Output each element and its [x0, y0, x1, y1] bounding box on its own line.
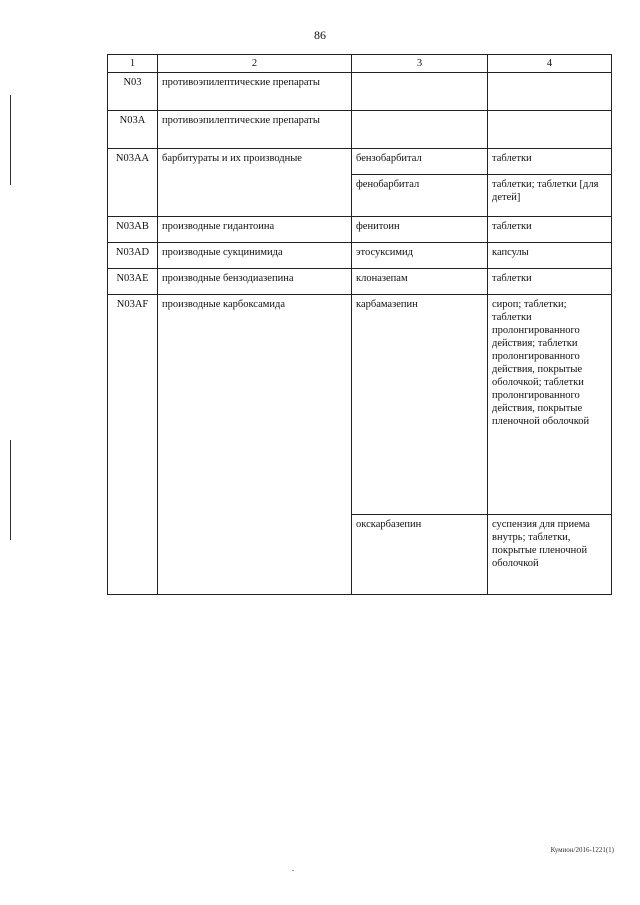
margin-line	[10, 440, 11, 540]
atc-code: N03	[108, 73, 158, 111]
dosage-forms: сироп; таблетки; таблетки пролонгированного действия; таблетки пролонгированного действия, покрытые оболочкой; таблетки пролонгированного действия, покрытые пленочной оболочкой	[488, 295, 612, 515]
dosage-forms: суспензия для приема внутрь; таблетки, покрытые пленочной оболочкой	[488, 515, 612, 595]
drug-name	[352, 111, 488, 149]
dosage-forms: таблетки	[488, 269, 612, 295]
drug-name: окскарбазепин	[352, 515, 488, 595]
drug-table	[107, 54, 612, 595]
dosage-forms: капсулы	[488, 243, 612, 269]
table-row	[108, 149, 612, 175]
drug-name: бензобарбитал	[352, 149, 488, 175]
atc-code: N03A	[108, 111, 158, 149]
group-name: производные бензодиазепина	[158, 269, 352, 295]
table-row	[108, 295, 612, 515]
drug-name: фенитоин	[352, 217, 488, 243]
drug-name: фенобарбитал	[352, 175, 488, 217]
table-row	[108, 217, 612, 243]
group-name: производные гидантоина	[158, 217, 352, 243]
dosage-forms	[488, 111, 612, 149]
atc-code: N03AF	[108, 295, 158, 595]
dosage-forms: таблетки	[488, 149, 612, 175]
dosage-forms	[488, 73, 612, 111]
atc-code: N03AB	[108, 217, 158, 243]
drug-name: клоназепам	[352, 269, 488, 295]
page-number: 86	[314, 28, 326, 42]
scan-mark	[292, 870, 294, 871]
group-name: противоэпилептические препараты	[158, 73, 352, 111]
table-header-row	[108, 55, 612, 73]
drug-name: этосуксимид	[352, 243, 488, 269]
drug-name: карбамазепин	[352, 295, 488, 515]
atc-code: N03AA	[108, 149, 158, 217]
atc-code: N03AD	[108, 243, 158, 269]
header-col-2: 2	[158, 55, 352, 73]
group-name: производные сукцинимида	[158, 243, 352, 269]
table-row	[108, 243, 612, 269]
group-name: барбитураты и их производные	[158, 149, 352, 217]
table-row	[108, 269, 612, 295]
group-name: производные карбоксамида	[158, 295, 352, 595]
margin-line	[10, 95, 11, 185]
table-row	[108, 111, 612, 149]
header-col-1: 1	[108, 55, 158, 73]
dosage-forms: таблетки; таблетки [для детей]	[488, 175, 612, 217]
header-col-4: 4	[488, 55, 612, 73]
drug-name	[352, 73, 488, 111]
group-name: противоэпилептические препараты	[158, 111, 352, 149]
dosage-forms: таблетки	[488, 217, 612, 243]
atc-code: N03AE	[108, 269, 158, 295]
header-col-3: 3	[352, 55, 488, 73]
footer-code: Кумион/2016-1221(1)	[550, 846, 614, 854]
table-row	[108, 73, 612, 111]
